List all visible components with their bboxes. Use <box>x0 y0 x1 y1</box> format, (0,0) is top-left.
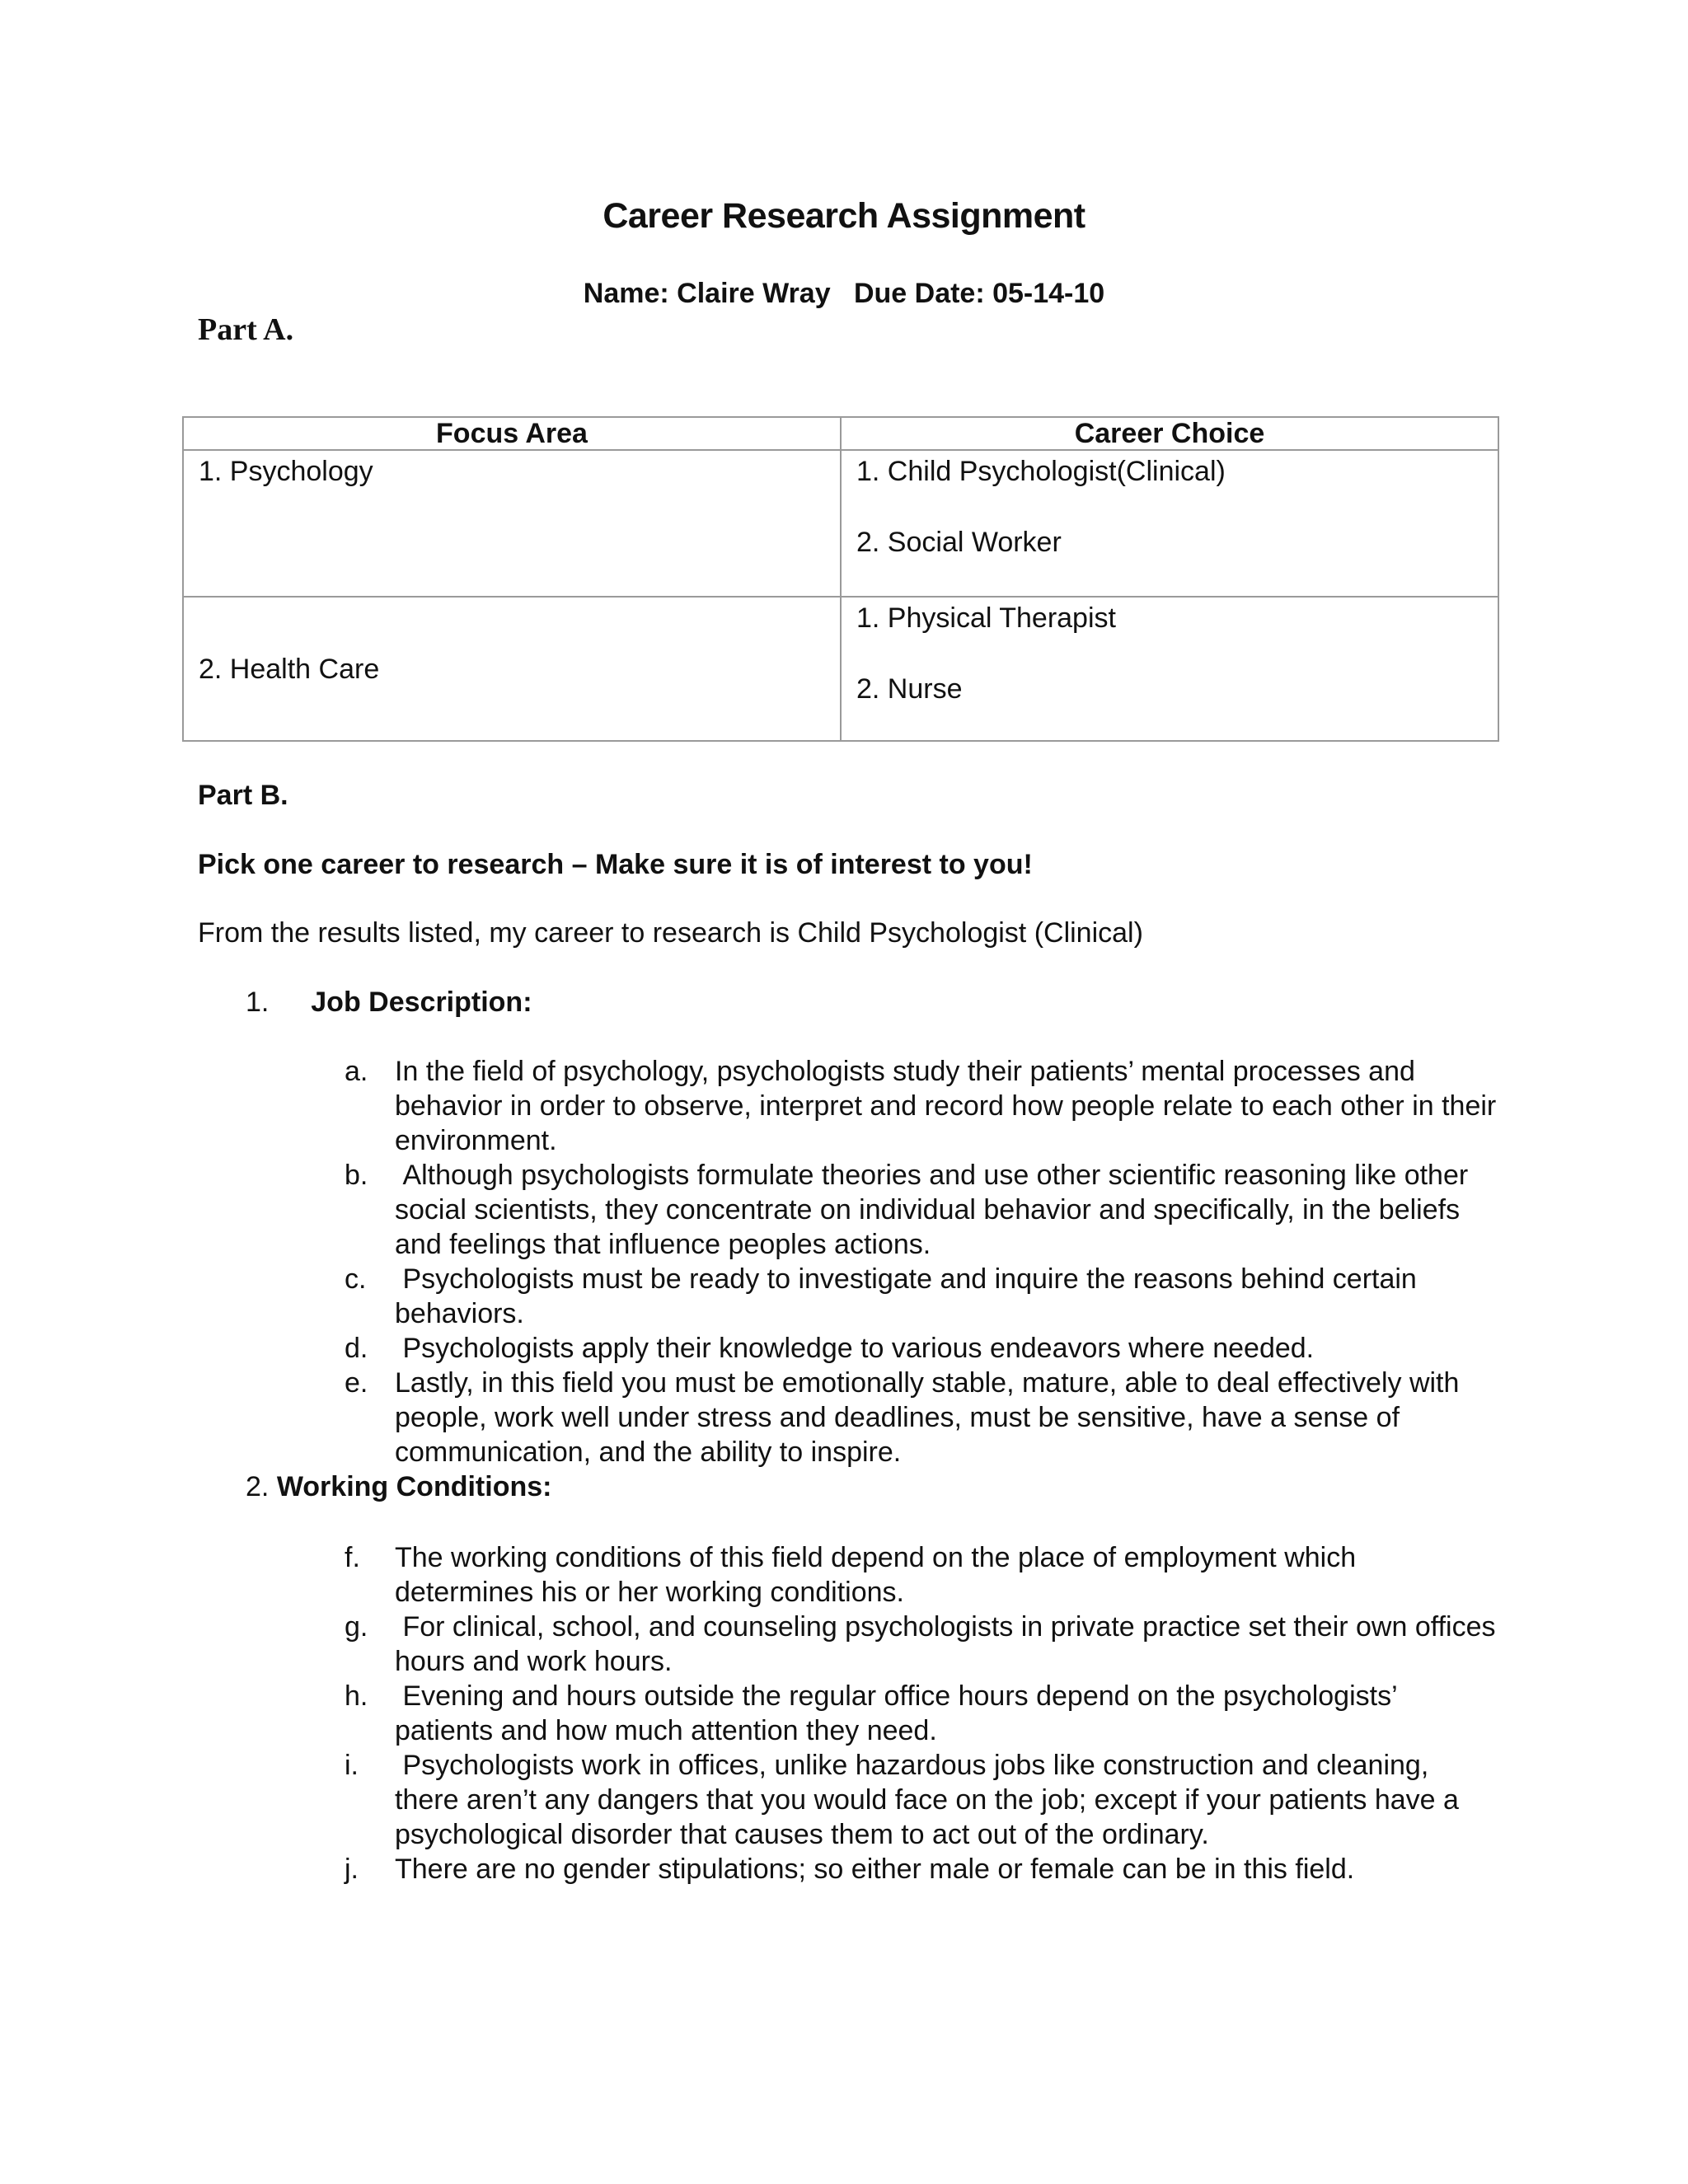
list-item <box>345 1331 1498 1366</box>
list-item-text: The working conditions of this field depend on the place of employment which determines his or her working conditions. <box>395 1542 1364 1608</box>
document-title: Career Research Assignment <box>603 196 1085 236</box>
list-item-text: Psychologists must be ready to investigate and inquire the reasons behind certain behaviors. <box>395 1263 1425 1329</box>
career-choice-item: 2. Social Worker <box>856 527 1062 558</box>
list-item-text: Lastly, in this field you must be emotionally stable, mature, able to deal effectively with people, work well under stress and deadlines, must be sensitive, have a sense of communication, and the ability to inspire. <box>395 1367 1467 1468</box>
list-item-letter: a. <box>345 1056 368 1087</box>
list-item-letter: d. <box>345 1333 368 1364</box>
table-header-row <box>183 417 1498 450</box>
instruction-text: Pick one career to research – Make sure it is of interest to you! <box>198 849 1033 880</box>
list-item-text: Psychologists apply their knowledge to various endeavors where needed. <box>395 1333 1315 1364</box>
job-description-heading <box>246 987 532 1019</box>
career-choice-cell <box>841 450 1498 597</box>
list-item <box>345 1610 1503 1679</box>
list-item-letter: f. <box>345 1542 360 1573</box>
list-item <box>345 1748 1498 1852</box>
working-conditions-heading <box>246 1471 551 1503</box>
career-choice-cell <box>841 597 1498 741</box>
focus-area-cell <box>183 450 841 597</box>
section-title: Job Description: <box>311 987 532 1018</box>
part-a-heading: Part A. <box>198 312 294 347</box>
career-choice-item: 2. Nurse <box>856 673 963 705</box>
list-item-text: There are no gender stipulations; so either male or female can be in this field. <box>395 1854 1355 1885</box>
focus-area-header: Focus Area <box>183 417 841 450</box>
name-due-date-line: Name: Claire Wray Due Date: 05-14-10 <box>583 278 1105 309</box>
list-item <box>345 1679 1498 1748</box>
list-item-text: For clinical, school, and counseling psychologists in private practice set their own offices hours and work hours. <box>395 1611 1503 1677</box>
career-choice-header: Career Choice <box>841 417 1498 450</box>
list-item <box>345 1262 1498 1331</box>
list-item-text: Psychologists work in offices, unlike hazardous jobs like construction and cleaning, there aren’t any dangers that you would face on the job; except if your patients have a psychological disorder that causes them to act out of the ordinary. <box>395 1750 1467 1850</box>
list-item-letter: c. <box>345 1263 367 1295</box>
list-item <box>345 1054 1504 1158</box>
list-item-letter: b. <box>345 1160 368 1191</box>
working-conditions-list <box>345 1540 1503 1886</box>
list-item-text: Evening and hours outside the regular office hours depend on the psychologists’ patients and how much attention they need. <box>395 1680 1404 1746</box>
list-item-letter: g. <box>345 1611 368 1643</box>
list-item-letter: h. <box>345 1680 368 1712</box>
list-item <box>345 1158 1498 1262</box>
list-item <box>345 1852 1498 1886</box>
list-item <box>345 1366 1498 1469</box>
career-choice-item: 1. Physical Therapist <box>856 602 1116 634</box>
list-item-letter: j. <box>345 1854 359 1885</box>
chosen-career-text: From the results listed, my career to research is Child Psychologist (Clinical) <box>198 917 1143 949</box>
table-row <box>183 450 1498 597</box>
focus-area-text: 1. Psychology <box>199 456 373 487</box>
list-item-letter: e. <box>345 1367 368 1399</box>
list-item-text: In the field of psychology, psychologists study their patients’ mental processes and behavior in order to observe, interpret and record how people relate to each other in their environment. <box>395 1056 1504 1156</box>
focus-area-table <box>182 416 1499 742</box>
section-number: 2. <box>246 1471 270 1502</box>
section-number: 1. <box>246 987 270 1018</box>
table-row <box>183 597 1498 741</box>
focus-area-cell <box>183 597 841 741</box>
focus-area-text: 2. Health Care <box>199 653 380 685</box>
section-title: Working Conditions: <box>276 1471 552 1502</box>
list-item <box>345 1540 1498 1610</box>
list-item-text: Although psychologists formulate theories and use other scientific reasoning like other social scientists, they concentrate on individual behavior and specifically, in the beliefs and feelings that influence peoples actions. <box>395 1160 1476 1260</box>
career-choice-item: 1. Child Psychologist(Clinical) <box>856 456 1226 487</box>
part-b-heading: Part B. <box>198 780 288 811</box>
job-description-list <box>345 1054 1504 1469</box>
list-item-letter: i. <box>345 1750 359 1781</box>
